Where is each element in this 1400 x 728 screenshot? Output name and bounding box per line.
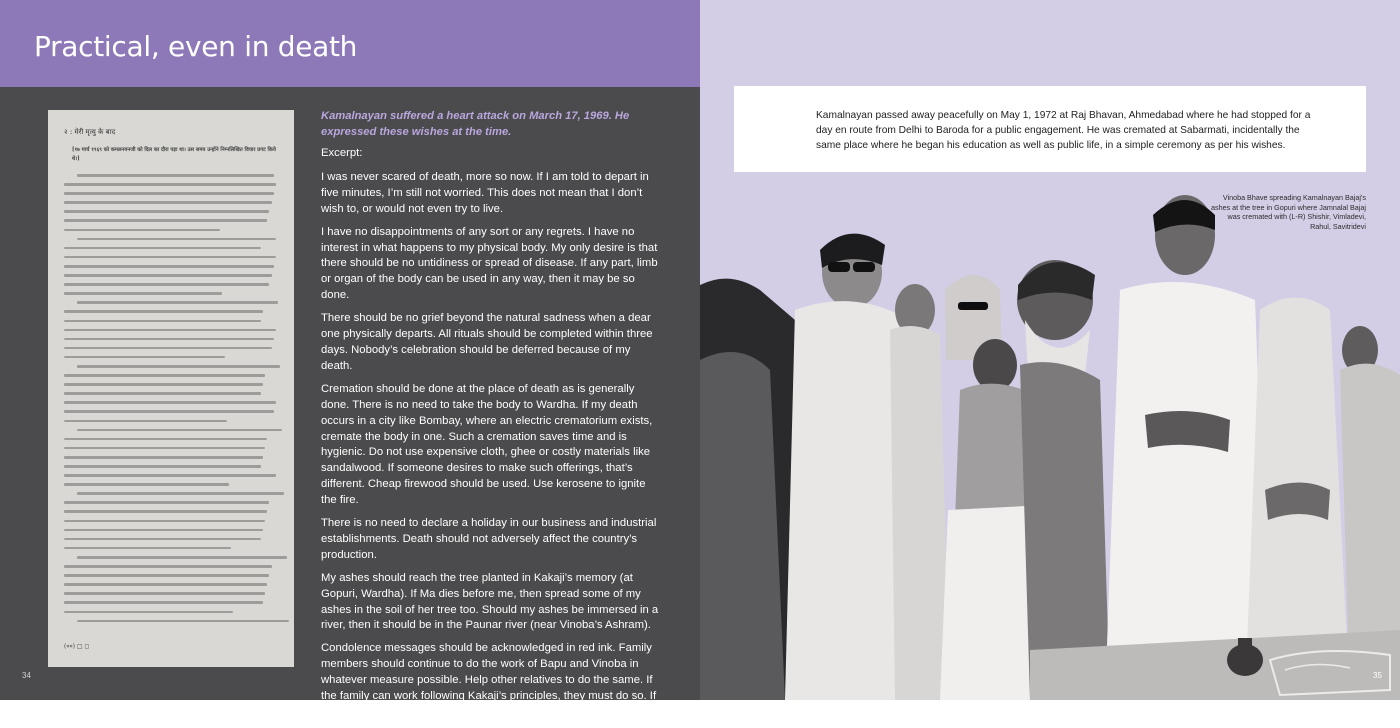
document-text-line [64,611,233,614]
caption-text: Kamalnayan passed away peacefully on May 1, 1972 at Raj Bhavan, Ahmedabad where he had stopped for a day en route from Delhi to Baroda for a public engagement. He was cremated at Sabarmati, incidentally the same place where he began his education as well as public life, in a simple ceremony as per his wishes. [816,110,1311,151]
document-text-line [64,356,225,359]
document-text-line [77,301,278,304]
page-number-right: 35 [1373,671,1382,680]
document-text-line [64,447,265,450]
document-text-line [64,529,263,532]
document-text-line [64,474,276,477]
paragraph: Cremation should be done at the place of death as is generally done. There is no need to take the body to Wardha. If my death occurs in a city like Bombay, where an electric crematorium exists, cremate the body in one. Such a cremation saves time and is hygienic. Do not use expensive cloth, ghee or costly materials like sandalwood. If someone desires to make such offerings, that’s different. Cheap firewood should be used. Use kerosene to ignite the fire. [321,382,653,507]
document-text-line [64,392,261,395]
document-text-line [64,565,272,568]
historical-photo [700,190,1400,700]
excerpt-label: Excerpt: [321,147,363,159]
document-text-line [77,620,289,623]
photo-caption: Vinoba Bhave spreading Kamalnayan Bajaj’s ashes at the tree in Gopuri where Jamnalal Bajaj was cremated with (L-R) Shishir, Vimladevi, Rahul, Savitridevi [1210,193,1366,231]
document-text-line [64,501,269,504]
document-text-line [64,520,265,523]
paragraph: My ashes should reach the tree planted in Kakaji’s memory (at Gopuri, Wardha). If Ma dies before me, then spread some of my ashes in the soil of her tree too. Should my ashes be immersed in a river, then it should be in the Paunar river (near Vinoba’s Ashram). [321,571,659,632]
document-text-line [64,438,267,441]
document-text-line [64,210,269,213]
document-text-line [64,410,274,413]
document-text-line [64,574,269,577]
document-text-line [64,538,261,541]
paragraph: There should be no grief beyond the natural sadness when a dear one physically departs. All rituals should be completed within three days. Nobody’s celebration should be deferred because of my death. [321,312,653,372]
document-text-line [64,292,222,295]
document-text-line [64,310,263,313]
page-title: Practical, even in death [34,30,358,63]
document-text-line [64,338,274,341]
document-text-line [64,229,220,232]
document-text-line [64,465,261,468]
document-heading: २ : मेरी मृत्यु के बाद [64,128,116,136]
text-column [321,108,661,728]
document-text-line [64,329,276,332]
document-text-line [64,401,276,404]
document-text-line [64,183,276,186]
document-text-line [64,420,227,423]
paragraph: I was never scared of death, more so now. If I am told to depart in five minutes, I’m still not worried. This does not mean that I don’t wish to, or would not even try to live. [321,170,649,215]
document-text-line [77,174,274,177]
document-text-line [64,283,269,286]
document-footer: (००) □ ◻ [64,643,90,650]
crowd-figures [700,195,1400,700]
paragraph: Condolence messages should be acknowledged in red ink. Family members should continue to do the work of Bapu and Vinoba in whatever measure possible. Help other relatives to do the same. If the family can work following Kakaji’s principles, they must do so. If others do it, the family could help by providing for their sustenance. [321,642,657,718]
document-text-line [64,274,272,277]
document-text-line [64,510,267,513]
document-text-line [64,483,229,486]
document-text-line [77,556,287,559]
hindi-document-scan [48,110,294,667]
document-intro: [१७ मार्च १९६९ को कमलनयनजी को दिल का दौरा पड़ा था। उस समय उन्होंने निम्नलिखित विचार प्रगट किये थे।] [72,147,276,162]
document-text-line [64,320,261,323]
document-text-line [64,601,263,604]
left-page [0,0,700,718]
document-text-line [77,492,285,495]
document-text-line [64,192,274,195]
document-text-line [64,201,272,204]
caption-box [734,86,1366,172]
document-text-line [64,547,231,550]
document-text-line [77,429,282,432]
header-band [0,0,700,87]
document-text-lines [64,174,278,629]
photo-illustration [700,190,1400,700]
document-text-line [64,383,263,386]
document-text-line [77,365,280,368]
document-text-line [64,347,272,350]
document-text-line [64,583,267,586]
page-number-left: 34 [22,671,31,680]
intro-text: Kamalnayan suffered a heart attack on March 17, 1969. He expressed these wishes at the time. [321,110,630,138]
paragraph: There is no need to declare a holiday in our business and industrial establishments. Death should not adversely affect the country’s production. [321,517,657,561]
right-page [700,0,1400,700]
document-text-line [64,256,276,259]
document-text-line [64,592,265,595]
paragraph: I have no disappointments of any sort or any regrets. I have no interest in what happens to my physical body. My only desire is that there should be no untidiness or spread of disease. If any part, limb or organ of the body can be used in any way, then it may be so done. [321,225,658,302]
document-text-line [64,219,267,222]
document-text-line [77,238,276,241]
document-text-line [64,374,265,377]
document-text-line [64,265,274,268]
document-text-line [64,247,261,250]
document-text-line [64,456,263,459]
